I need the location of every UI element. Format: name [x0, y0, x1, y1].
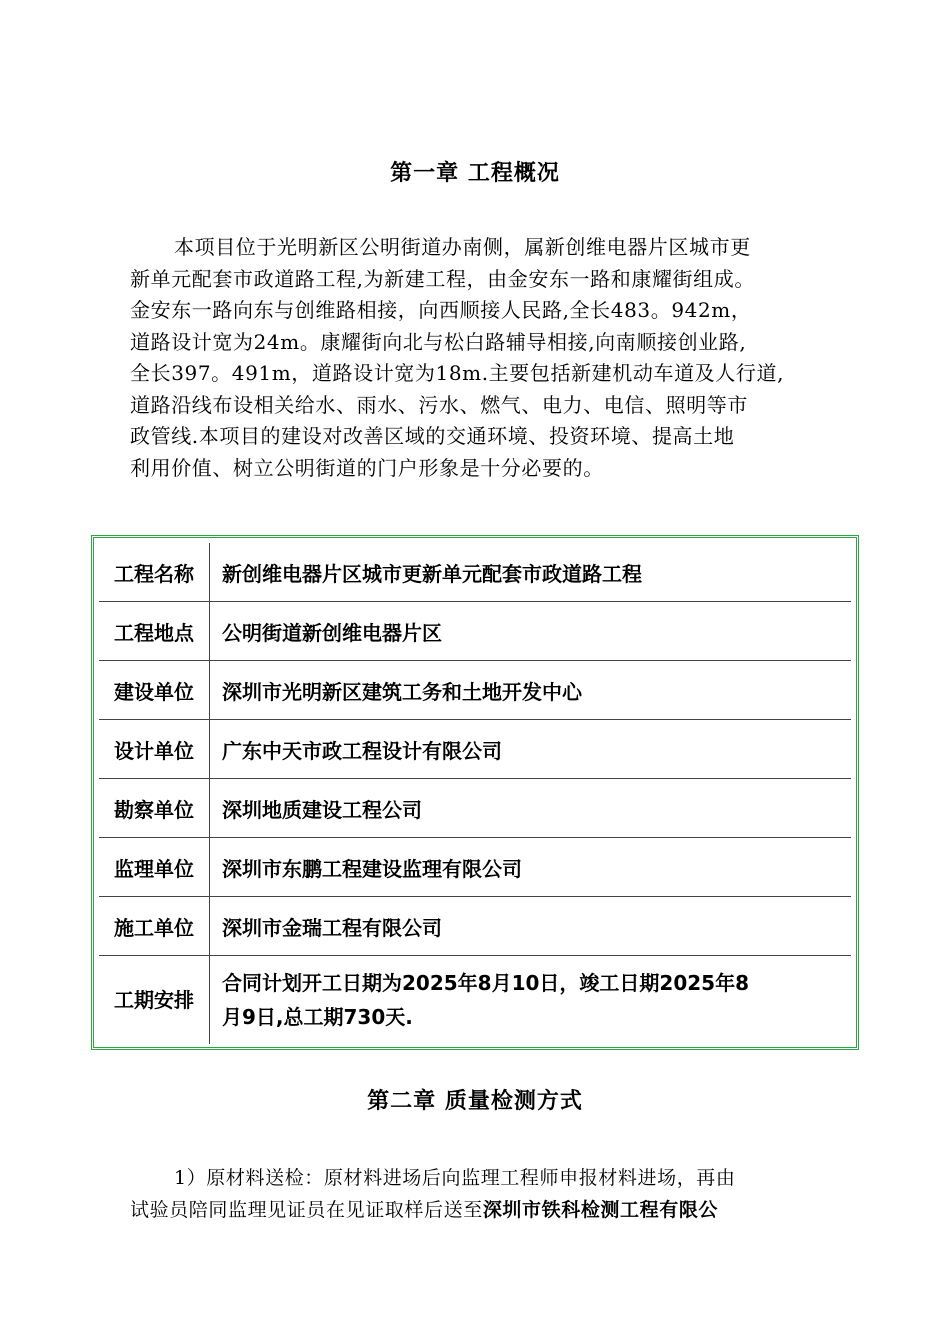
- table-row: [99, 720, 851, 779]
- row-label: 勘察单位: [99, 779, 210, 838]
- paragraph-line: 本项目位于光明新区公明街道办南侧，属新创维电器片区城市更: [174, 235, 751, 259]
- paragraph-line: [130, 1195, 830, 1227]
- row-label: 施工单位: [99, 897, 210, 956]
- table-row: [99, 661, 851, 720]
- row-value: 深圳地质建设工程公司: [210, 779, 852, 838]
- schedule-line: 合同计划开工日期为2025年8月10日，竣工日期2025年8: [222, 971, 749, 995]
- project-overview-paragraph: [130, 232, 830, 484]
- chapter-2-title: 第二章 质量检测方式: [367, 1089, 583, 1114]
- row-value: 公明街道新创维电器片区: [210, 602, 852, 661]
- project-info-table-frame: [91, 535, 859, 1050]
- row-label: 监理单位: [99, 838, 210, 897]
- row-value: [210, 956, 852, 1045]
- row-label: 建设单位: [99, 661, 210, 720]
- row-label: 工期安排: [99, 956, 210, 1045]
- table-row: [99, 779, 851, 838]
- row-label: 工程地点: [99, 602, 210, 661]
- table-row: [99, 956, 851, 1045]
- paragraph-line: 新单元配套市政道路工程,为新建工程，由金安东一路和康耀街组成。: [130, 266, 755, 291]
- paragraph-line: 全长397。491m，道路设计宽为18m.主要包括新建机动车道及人行道,: [130, 361, 785, 385]
- paragraph-line: 金安东一路向东与创维路相接，向西顺接人民路,全长483。942m，: [130, 298, 752, 322]
- row-value: 深圳市光明新区建筑工务和土地开发中心: [210, 661, 852, 720]
- row-value: 新创维电器片区城市更新单元配套市政道路工程: [210, 543, 852, 602]
- paragraph-text: 试验员陪同监理见证员在见证取样后送至: [130, 1198, 483, 1221]
- row-label: 设计单位: [99, 720, 210, 779]
- row-value: 广东中天市政工程设计有限公司: [210, 720, 852, 779]
- table-row: [99, 897, 851, 956]
- row-label: 工程名称: [99, 543, 210, 602]
- project-info-table: [99, 543, 851, 1044]
- table-row: [99, 543, 851, 602]
- row-value: 深圳市东鹏工程建设监理有限公司: [210, 838, 852, 897]
- table-row: [99, 838, 851, 897]
- row-value: 深圳市金瑞工程有限公司: [210, 897, 852, 956]
- table-row: [99, 602, 851, 661]
- paragraph-line: 道路沿线布设相关给水、雨水、污水、燃气、电力、电信、照明等市: [130, 392, 748, 417]
- paragraph-line: 政管线.本项目的建设对改善区域的交通环境、投资环境、提高土地: [130, 424, 735, 448]
- paragraph-line: 1）原材料送检：原材料进场后向监理工程师申报材料进场，再由: [174, 1167, 736, 1189]
- chapter-1-title: 第一章 工程概况: [390, 161, 560, 186]
- quality-testing-paragraph: [130, 1163, 830, 1226]
- paragraph-line: 道路设计宽为24m。康耀街向北与松白路辅导相接,向南顺接创业路,: [130, 329, 747, 354]
- schedule-line: 月9日,总工期730天.: [222, 1005, 413, 1029]
- paragraph-line: 利用价值、树立公明街道的门户形象是十分必要的。: [130, 455, 604, 480]
- testing-company-name: 深圳市铁科检测工程有限公: [482, 1198, 719, 1221]
